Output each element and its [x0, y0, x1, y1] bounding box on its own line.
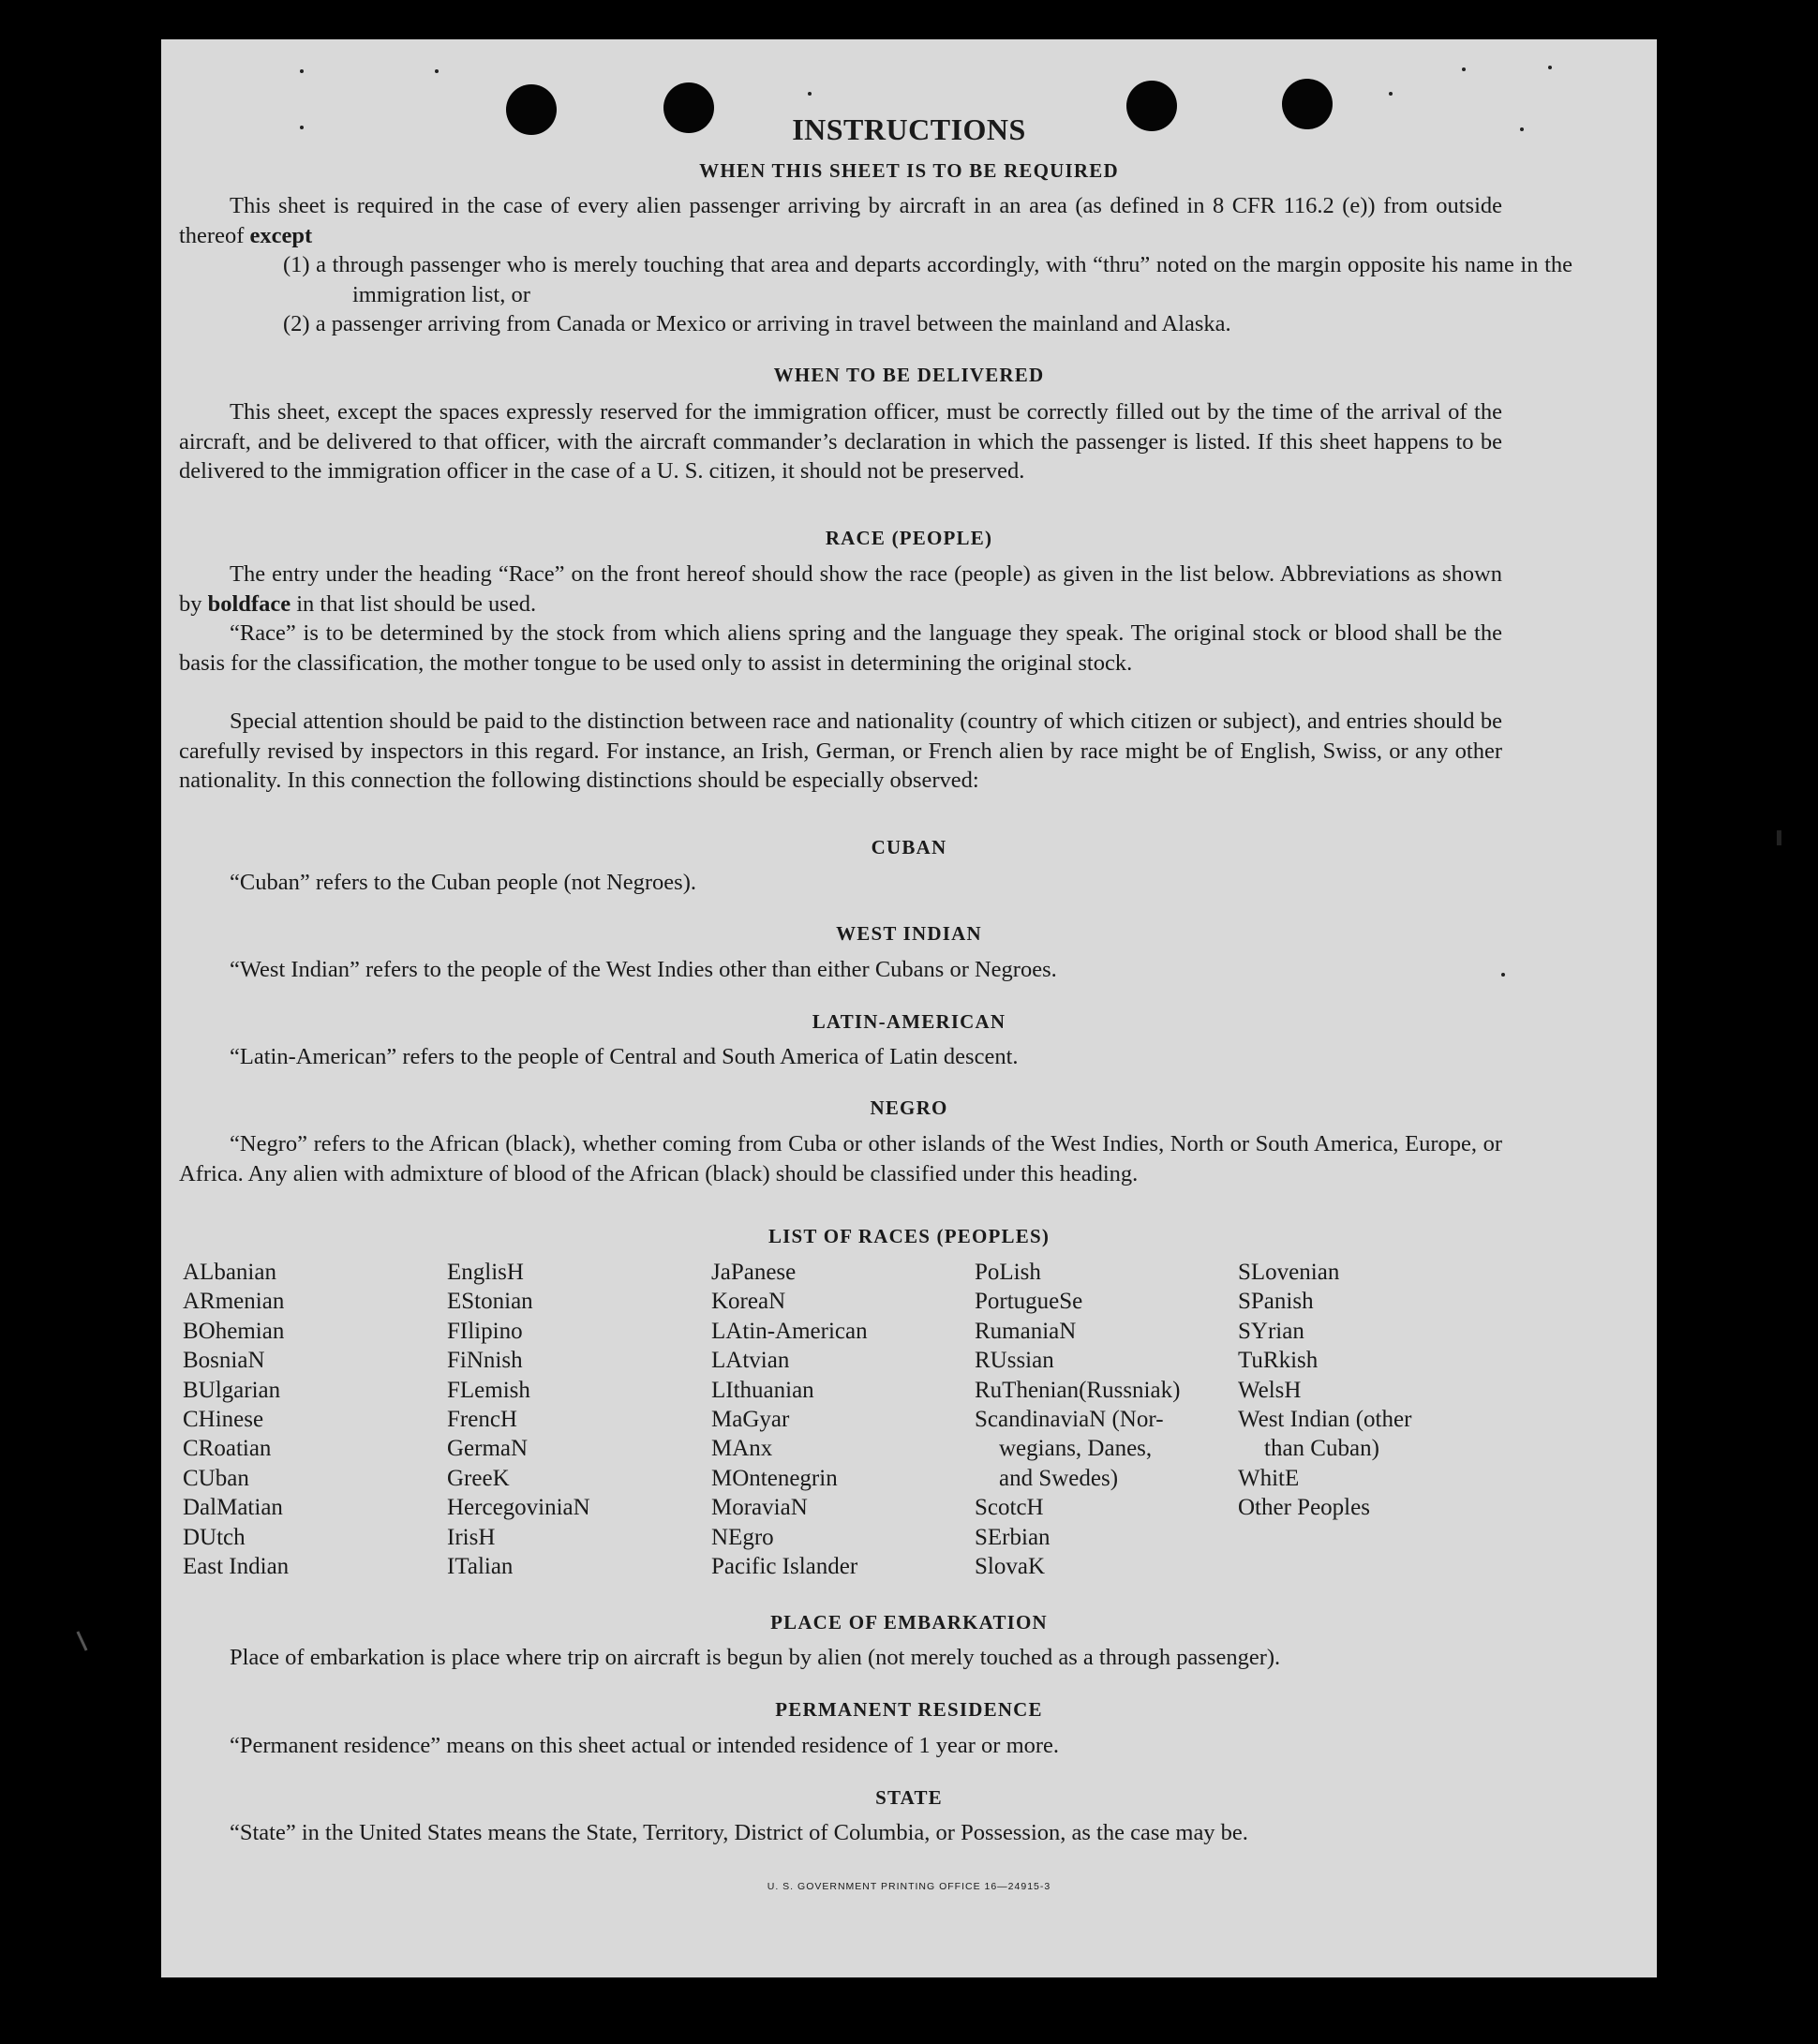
- item-text: a through passenger who is merely touching that area and departs accordingly, with “thru” noted on the margin opposite his name in the immigration list, or: [316, 252, 1573, 307]
- dust-speck: [300, 69, 304, 73]
- race-entry: RUssian: [975, 1348, 1054, 1374]
- document-page: [161, 39, 1657, 1977]
- emphasis-text: boldface: [207, 590, 291, 617]
- section-heading-negro: NEGRO: [870, 1097, 948, 1119]
- race-column: [711, 1258, 868, 1581]
- paragraph-embarkation: Place of embarkation is place where trip on aircraft is begun by alien (not merely touched as a through passenger).: [230, 1645, 1281, 1670]
- race-entry: FIlipino: [447, 1318, 523, 1344]
- race-column: [975, 1258, 1180, 1581]
- section-heading-required: WHEN THIS SHEET IS TO BE REQUIRED: [699, 159, 1119, 182]
- race-entry: NEgro: [711, 1524, 774, 1550]
- race-entry: HercegoviniaN: [447, 1495, 590, 1521]
- race-entry: BUlgarian: [183, 1377, 281, 1403]
- race-entry: East Indian: [183, 1554, 290, 1580]
- paragraph-race-1: [179, 559, 1502, 619]
- section-heading-delivered: WHEN TO BE DELIVERED: [773, 364, 1045, 386]
- race-entry: CUban: [183, 1465, 249, 1491]
- paragraph-required: [179, 191, 1502, 250]
- race-entry: PortugueSe: [975, 1289, 1083, 1315]
- paragraph-text: The entry under the heading “Race” on the front hereof should show the race (people) as given in the list below. Abbreviations as shown by: [179, 561, 1502, 617]
- race-entry: MaGyar: [711, 1407, 790, 1433]
- race-entry: Other Peoples: [1238, 1495, 1370, 1521]
- race-entry: TuRkish: [1238, 1348, 1319, 1374]
- race-entry: DalMatian: [183, 1495, 283, 1521]
- dust-speck: [1389, 92, 1393, 96]
- race-entry: West Indian (other: [1238, 1407, 1412, 1433]
- paragraph-state: “State” in the United States means the State, Territory, District of Columbia, or Possession, as the case may be.: [230, 1820, 1248, 1845]
- paragraph-text: in that list should be used.: [296, 590, 537, 617]
- race-entry: Pacific Islander: [711, 1554, 858, 1580]
- paragraph-cuban: “Cuban” refers to the Cuban people (not Negroes).: [230, 870, 696, 895]
- race-entry: CHinese: [183, 1407, 264, 1433]
- race-entry: MOntenegrin: [711, 1465, 838, 1491]
- paragraph-west-indian: “West Indian” refers to the people of the West Indies other than either Cubans or Negroes.: [230, 957, 1057, 982]
- race-entry: MoraviaN: [711, 1495, 808, 1521]
- race-entry: BosniaN: [183, 1348, 265, 1374]
- item-number: (2): [283, 311, 310, 336]
- race-entry: ARmenian: [183, 1289, 285, 1315]
- race-entry: FLemish: [447, 1377, 530, 1403]
- printer-imprint: U. S. GOVERNMENT PRINTING OFFICE 16—24915-3: [767, 1881, 1051, 1892]
- paragraph-text: This sheet is required in the case of every alien passenger arriving by aircraft in an area (as defined in 8 CFR 116.2 (e)) from outside thereof: [179, 193, 1502, 248]
- race-entry: RumaniaN: [975, 1318, 1077, 1344]
- race-entry: MAnx: [711, 1436, 773, 1462]
- race-entry: SLovenian: [1238, 1260, 1340, 1285]
- race-entry: FiNnish: [447, 1348, 523, 1374]
- race-entry: FrencH: [447, 1407, 517, 1433]
- race-entry: LAtin-American: [711, 1318, 868, 1344]
- race-entry: WelsH: [1238, 1377, 1302, 1403]
- race-entry: SlovaK: [975, 1554, 1045, 1580]
- race-entry: SYrian: [1238, 1318, 1304, 1344]
- dust-speck: [1462, 67, 1466, 71]
- paragraph-delivered: This sheet, except the spaces expressly reserved for the immigration officer, must be correctly filled out by the time of the arrival of the aircraft, and be delivered to that officer, with the aircraft commander’s declaration in which the passenger is listed. If this sheet happens to be delivered to the immigration officer in the case of a U. S. citizen, it should not be preserved.: [179, 399, 1502, 484]
- section-heading-state: STATE: [875, 1786, 943, 1809]
- section-heading-residence: PERMANENT RESIDENCE: [775, 1698, 1043, 1721]
- item-text: a passenger arriving from Canada or Mexico or arriving in travel between the mainland and Alaska.: [315, 311, 1231, 336]
- race-entry: ITalian: [447, 1554, 514, 1580]
- dust-speck: [1548, 66, 1552, 69]
- race-entry: LAtvian: [711, 1348, 790, 1374]
- race-entry: DUtch: [183, 1524, 246, 1550]
- dust-speck: [435, 69, 439, 73]
- race-entry: KoreaN: [711, 1289, 786, 1315]
- race-entry: SErbian: [975, 1524, 1051, 1550]
- paragraph-latin-american: “Latin-American” refers to the people of Central and South America of Latin descent.: [230, 1044, 1019, 1069]
- paragraph-residence: “Permanent residence” means on this sheet actual or intended residence of 1 year or more.: [230, 1733, 1060, 1758]
- section-heading-race: RACE (PEOPLE): [825, 527, 993, 549]
- emphasis-text: except: [249, 222, 313, 248]
- race-entry: WhitE: [1238, 1465, 1300, 1491]
- section-heading-cuban: CUBAN: [871, 836, 947, 858]
- scan-mark: [1777, 830, 1781, 845]
- race-column: [447, 1258, 590, 1581]
- race-entry: SPanish: [1238, 1289, 1314, 1315]
- section-heading-list-of-races: LIST OF RACES (PEOPLES): [767, 1225, 1051, 1247]
- race-entry: CRoatian: [183, 1436, 272, 1462]
- section-heading-latin-american: LATIN-AMERICAN: [812, 1010, 1006, 1033]
- race-entry: LIthuanian: [711, 1377, 814, 1403]
- race-entry: ScotcH: [975, 1495, 1044, 1521]
- race-entry: JaPanese: [711, 1260, 797, 1285]
- race-entry: GermaN: [447, 1436, 529, 1462]
- race-entry: ALbanian: [183, 1260, 276, 1285]
- section-heading-embarkation: PLACE OF EMBARKATION: [770, 1611, 1048, 1634]
- race-entry: ScandinaviaN (Nor-: [975, 1407, 1164, 1433]
- paragraph-race-3: Special attention should be paid to the distinction between race and nationality (country of which citizen or subject), and entries should be carefully revised by inspectors in this regard. For instance, an Irish, German, or French alien by race might be of English, Swiss, or any other nationality. In this connection the following distinctions should be especially observed:: [179, 709, 1502, 793]
- race-column: [183, 1258, 289, 1581]
- paragraph-race-2: “Race” is to be determined by the stock from which aliens spring and the language they speak. The original stock or blood shall be the basis for the classification, the mother tongue to be used only to assist in determining the original stock.: [179, 620, 1502, 676]
- paragraph-negro: “Negro” refers to the African (black), whether coming from Cuba or other islands of the West Indies, North or South America, Europe, or Africa. Any alien with admixture of blood of the African (black) should be classified under this heading.: [179, 1131, 1502, 1186]
- page-title: INSTRUCTIONS: [792, 112, 1026, 146]
- race-entry: PoLish: [975, 1260, 1041, 1285]
- race-entry: than Cuban): [1264, 1436, 1379, 1462]
- race-entry: EStonian: [447, 1289, 533, 1315]
- item-number: (1): [283, 252, 310, 277]
- race-entry: and Swedes): [999, 1465, 1119, 1491]
- race-entry: GreeK: [447, 1465, 510, 1491]
- race-entry: RuThenian(Russniak): [975, 1377, 1181, 1403]
- dust-speck: [808, 92, 812, 96]
- list-item: [283, 250, 1572, 309]
- race-entry: wegians, Danes,: [999, 1436, 1153, 1462]
- race-entry: EnglisH: [447, 1260, 524, 1285]
- list-item: [283, 309, 1572, 339]
- scan-mark: [76, 1631, 87, 1650]
- race-column: [1238, 1258, 1411, 1523]
- section-heading-west-indian: WEST INDIAN: [836, 922, 982, 945]
- race-entry: BOhemian: [183, 1318, 285, 1344]
- race-entry: IrisH: [447, 1524, 496, 1550]
